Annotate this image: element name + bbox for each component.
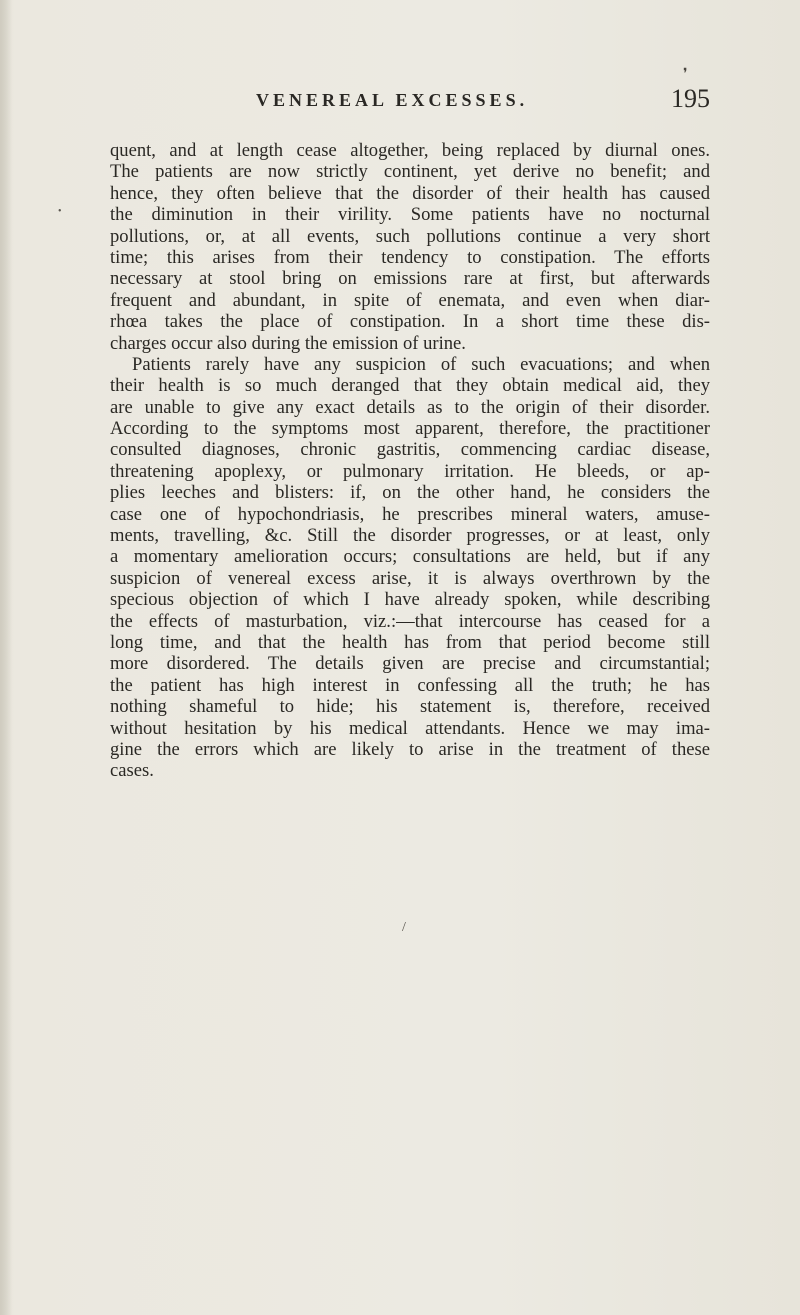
text-line: without hesitation by his medical attendants. Hence we may ima- bbox=[110, 717, 710, 739]
ink-speck: • bbox=[58, 206, 62, 217]
text-line: frequent and abundant, in spite of enemata, and even when diar- bbox=[110, 289, 710, 311]
running-head: VENEREAL EXCESSES. bbox=[256, 90, 529, 110]
text-line: nothing shameful to hide; his statement is, therefore, received bbox=[110, 696, 710, 718]
text-line: quent, and at length cease altogether, being replaced by diurnal ones. bbox=[110, 140, 710, 161]
text-line: plies leeches and blisters: if, on the other hand, he considers the bbox=[110, 482, 710, 504]
text-line: hence, they often believe that the disorder of their health has caused bbox=[110, 182, 710, 204]
text-line: a momentary amelioration occurs; consultations are held, but if any bbox=[110, 546, 710, 568]
text-line: the diminution in their virility. Some patients have no nocturnal bbox=[110, 204, 710, 226]
text-line: pollutions, or, at all events, such pollutions continue a very short bbox=[110, 225, 710, 247]
text-line: charges occur also during the emission of urine. bbox=[110, 332, 466, 354]
text-line: time; this arises from their tendency to constipation. The efforts bbox=[110, 246, 710, 268]
page-header bbox=[170, 84, 710, 116]
text-line: case one of hypochondriasis, he prescribes mineral waters, amuse- bbox=[110, 503, 710, 525]
text-line: are unable to give any exact details as to the origin of their disorder. bbox=[110, 396, 710, 418]
text-line: The patients are now strictly continent, yet derive no benefit; and bbox=[110, 161, 710, 183]
binding-shadow bbox=[0, 0, 12, 1315]
text-line: cases. bbox=[110, 760, 154, 782]
ink-mark-stray: / bbox=[402, 920, 406, 935]
text-line: Patients rarely have any suspicion of such evacuations; and when bbox=[132, 353, 710, 375]
text-line: ments, travelling, &c. Still the disorder progresses, or at least, only bbox=[110, 525, 710, 547]
text-line: necessary at stool bring on emissions rare at first, but afterwards bbox=[110, 268, 710, 290]
body-text bbox=[110, 140, 710, 782]
text-line: rhœa takes the place of constipation. In a short time these dis- bbox=[110, 311, 710, 333]
text-line: more disordered. The details given are precise and circumstantial; bbox=[110, 653, 710, 675]
text-line: the effects of masturbation, viz.:—that intercourse has ceased for a bbox=[110, 610, 710, 632]
text-line: threatening apoplexy, or pulmonary irritation. He bleeds, or ap- bbox=[110, 460, 710, 482]
text-line: suspicion of venereal excess arise, it is always overthrown by the bbox=[110, 567, 710, 589]
text-line: long time, and that the health has from that period become still bbox=[110, 631, 710, 653]
text-line: their health is so much deranged that they obtain medical aid, they bbox=[110, 375, 710, 397]
text-line: According to the symptoms most apparent, therefore, the practitioner bbox=[110, 418, 710, 440]
ink-mark-top: ❜ bbox=[683, 67, 688, 82]
text-line: specious objection of which I have already spoken, while describing bbox=[110, 589, 710, 611]
text-line: gine the errors which are likely to arise in the treatment of these bbox=[110, 738, 710, 760]
text-line: consulted diagnoses, chronic gastritis, commencing cardiac disease, bbox=[110, 439, 710, 461]
text-line: the patient has high interest in confessing all the truth; he has bbox=[110, 674, 710, 696]
page-number: 195 bbox=[671, 84, 710, 113]
